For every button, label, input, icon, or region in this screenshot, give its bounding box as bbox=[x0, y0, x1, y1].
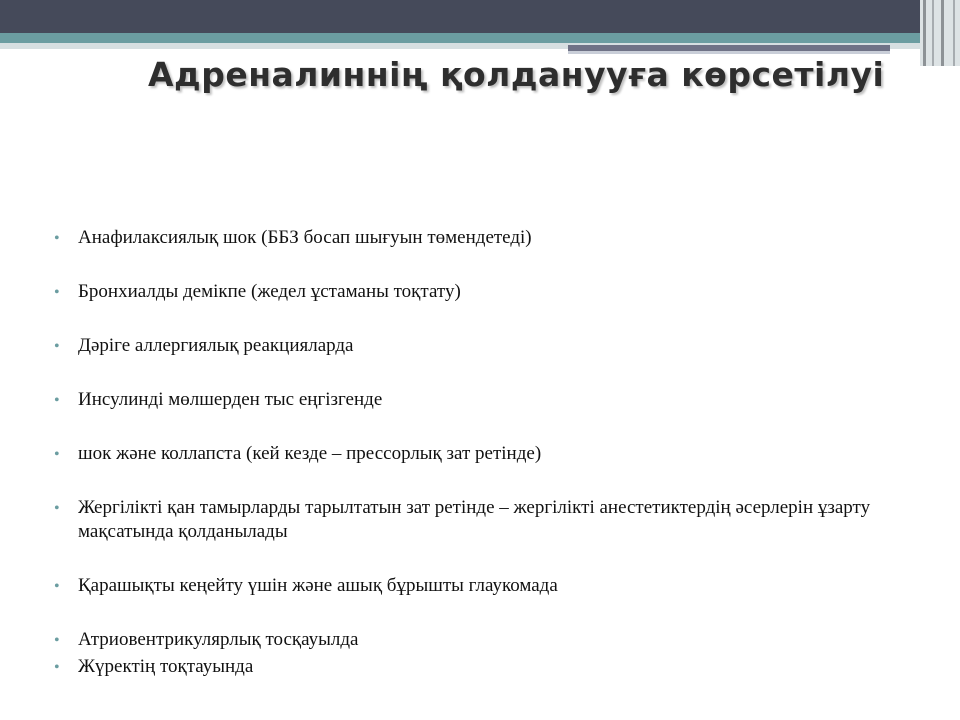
bullet-list bbox=[52, 226, 932, 679]
bullet-dot-icon: • bbox=[54, 230, 60, 247]
bullet-text: Анафилаксиялық шок (ББЗ босап шығуын төмендетеді) bbox=[78, 227, 532, 248]
bullet-dot-icon: • bbox=[54, 446, 60, 463]
bullet-dot-icon: • bbox=[54, 659, 60, 676]
bullet-dot-icon: • bbox=[54, 632, 60, 649]
header-band-dark bbox=[0, 0, 960, 33]
bullet-item bbox=[52, 442, 932, 466]
bullet-dot-icon: • bbox=[54, 578, 60, 595]
bullet-text: Жергілікті қан тамырларды тарылтатын зат ретінде – жергілікті анестетиктердің әсерлерін ұзарту мақсатында қолданылады bbox=[78, 497, 871, 542]
bullet-item bbox=[52, 496, 932, 544]
bullet-dot-icon: • bbox=[54, 338, 60, 355]
title-accent-bar-shadow bbox=[568, 51, 890, 54]
bullet-text: Инсулинді мөлшерден тыс еңгізгенде bbox=[78, 389, 383, 410]
slide-title: Адреналиннің қолданууға көрсетілуі bbox=[148, 55, 885, 94]
bullet-text: Қарашықты кеңейту үшін және ашық бұрышты глаукомада bbox=[78, 575, 558, 596]
bullet-dot-icon: • bbox=[54, 284, 60, 301]
bullet-text: Дәріге аллергиялық реакцияларда bbox=[78, 335, 354, 356]
bullet-item bbox=[52, 334, 932, 358]
bullet-item bbox=[52, 628, 932, 652]
corner-stripe bbox=[953, 0, 955, 66]
bullet-text: Жүректің тоқтауында bbox=[78, 656, 254, 677]
bullet-text: Бронхиалды демікпе (жедел ұстаманы тоқтату) bbox=[78, 281, 461, 302]
bullet-dot-icon: • bbox=[54, 500, 60, 517]
bullet-item bbox=[52, 280, 932, 304]
bullet-item bbox=[52, 655, 932, 679]
bullet-item bbox=[52, 388, 932, 412]
bullet-text: шок және коллапста (кей кезде – прессорлық зат ретінде) bbox=[78, 443, 542, 464]
bullet-text: Атриовентрикулярлық тосқауылда bbox=[78, 629, 359, 650]
corner-stripe bbox=[941, 0, 944, 66]
header-band-teal bbox=[0, 33, 960, 43]
bullet-item bbox=[52, 574, 932, 598]
bullet-dot-icon: • bbox=[54, 392, 60, 409]
bullet-item bbox=[52, 226, 932, 250]
